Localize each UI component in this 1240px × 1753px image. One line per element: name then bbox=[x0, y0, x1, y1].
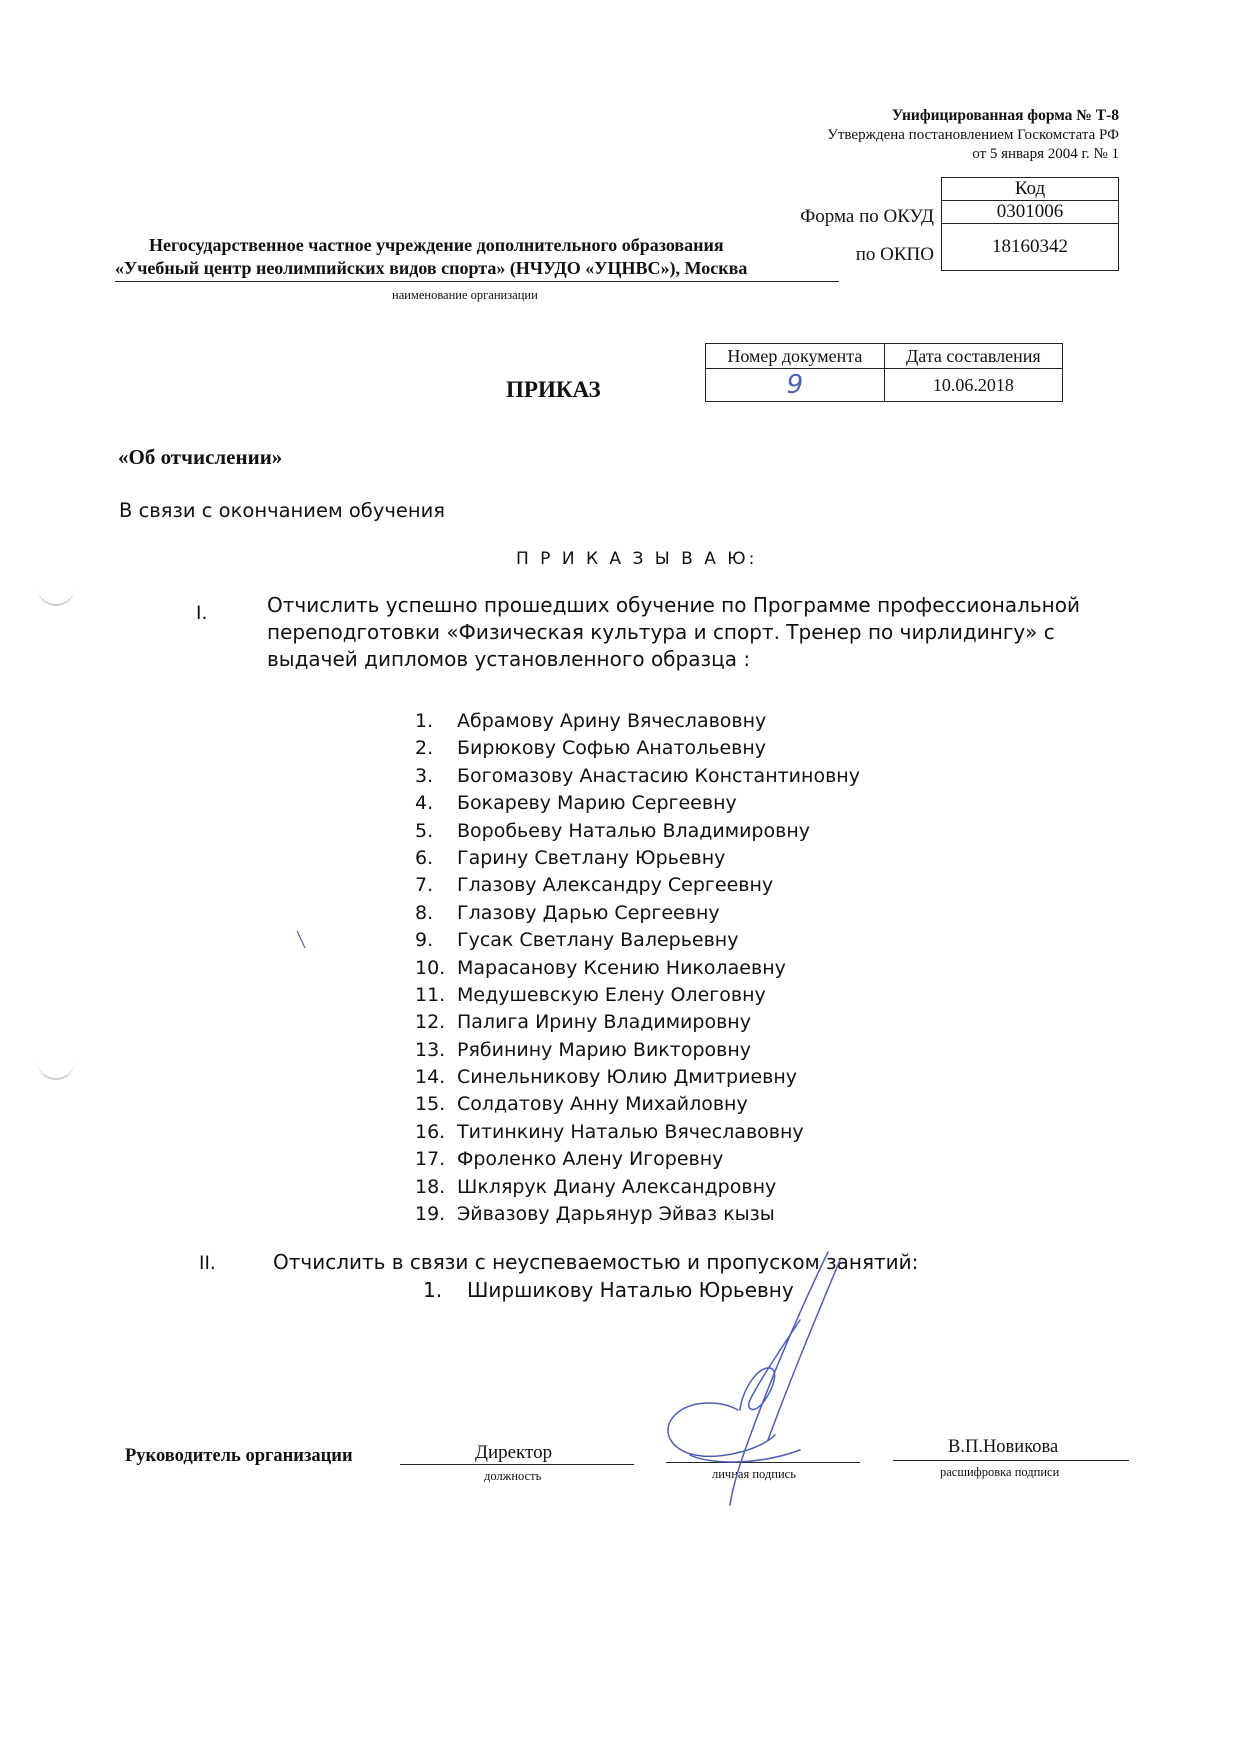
document-number-header: Номер документа bbox=[706, 344, 885, 369]
okpo-label: по ОКПО bbox=[855, 244, 934, 265]
list-item-name: Гусак Светлану Валерьевну bbox=[457, 929, 739, 952]
signer-name: В.П.Новикова bbox=[948, 1437, 1059, 1457]
list-item bbox=[415, 1009, 860, 1036]
punch-hole-mark bbox=[37, 1056, 75, 1080]
list-item-name: Рябинину Марию Викторовну bbox=[457, 1038, 752, 1061]
list-item bbox=[415, 900, 860, 927]
list-item bbox=[415, 1201, 860, 1228]
list-item-number: 15. bbox=[415, 1093, 446, 1116]
list-item-number: 13. bbox=[415, 1038, 446, 1061]
list-item-name: Бокареву Марию Сергеевну bbox=[457, 792, 737, 815]
organization-name-line1: Негосударственное частное учреждение дополнительного образования bbox=[149, 235, 724, 255]
code-header: Код bbox=[942, 178, 1119, 201]
list-item bbox=[415, 845, 860, 872]
list-item-number: 19. bbox=[415, 1203, 446, 1226]
list-item bbox=[415, 735, 860, 762]
form-approval-note: Утверждена постановлением Госкомстата РФ bbox=[827, 127, 1119, 143]
okpo-value: 18160342 bbox=[942, 224, 1119, 271]
document-date-value: 10.06.2018 bbox=[884, 369, 1062, 402]
list-item-number: 5. bbox=[415, 819, 434, 842]
position-caption: должность bbox=[484, 1469, 542, 1483]
form-approval-date: от 5 января 2004 г. № 1 bbox=[972, 146, 1119, 162]
order-decree: П Р И К А З Ы В А Ю: bbox=[516, 549, 758, 569]
list-item-name: Титинкину Наталью Вячеславовну bbox=[457, 1120, 804, 1143]
okud-value: 0301006 bbox=[942, 201, 1119, 224]
list-item-name: Ширшикову Наталью Юрьевну bbox=[467, 1278, 794, 1302]
list-item-number: 3. bbox=[415, 764, 434, 787]
list-item-number: 2. bbox=[415, 737, 434, 760]
signature-caption: личная подпись bbox=[712, 1467, 796, 1481]
list-item-number: 11. bbox=[415, 983, 446, 1006]
section1-text: Отчислить успешно прошедших обучение по Программе профессиональной переподготовки «Физическая культура и спорт. Тренер по чирлидингу» с выдачей дипломов установленного образца : bbox=[267, 593, 1080, 671]
handwritten-signature bbox=[650, 1250, 870, 1510]
document-date-header: Дата составления bbox=[884, 344, 1062, 369]
list-item-name: Абрамову Арину Вячеславовну bbox=[457, 710, 767, 732]
list-item-name: Богомазову Анастасию Константиновну bbox=[457, 764, 860, 787]
list-item-number: 10. bbox=[415, 956, 446, 979]
list-item bbox=[415, 708, 860, 735]
code-table bbox=[941, 177, 1119, 271]
stray-pen-mark bbox=[296, 930, 308, 950]
list-item-number: 8. bbox=[415, 901, 434, 924]
list-item bbox=[415, 927, 860, 954]
head-label: Руководитель организации bbox=[125, 1446, 353, 1466]
list-item-number: 4. bbox=[415, 792, 434, 815]
list-item-name: Солдатову Анну Михайловну bbox=[457, 1093, 748, 1116]
list-item-number: 9. bbox=[415, 929, 434, 952]
list-item bbox=[415, 1174, 860, 1201]
organization-caption: наименование организации bbox=[392, 288, 538, 302]
list-item bbox=[415, 872, 860, 899]
list-item bbox=[415, 1091, 860, 1118]
list-item-name: Глазову Александру Сергеевну bbox=[457, 874, 774, 897]
list-item-name: Шклярук Диану Александровну bbox=[457, 1175, 777, 1198]
position-value: Директор bbox=[475, 1442, 553, 1463]
organization-name-line2: «Учебный центр неолимпийских видов спорта» (НЧУДО «УЦНВС»), Москва bbox=[115, 258, 748, 278]
list-item-number: 6. bbox=[415, 846, 434, 869]
document-number-handwritten: 9 bbox=[786, 370, 804, 400]
list-item-name: Воробьеву Наталью Владимировну bbox=[457, 819, 810, 842]
document-number-cell bbox=[706, 369, 885, 402]
list-item-name: Марасанову Ксению Николаевну bbox=[457, 956, 786, 979]
name-caption: расшифровка подписи bbox=[940, 1465, 1060, 1479]
graduates-list bbox=[415, 708, 860, 1228]
document-table bbox=[705, 343, 1063, 402]
list-item-number: 16. bbox=[415, 1120, 446, 1143]
list-item-name: Медушевскую Елену Олеговну bbox=[457, 983, 766, 1006]
list-item bbox=[415, 790, 860, 817]
form-title: Унифицированная форма № Т-8 bbox=[891, 107, 1119, 124]
list-item bbox=[415, 982, 860, 1009]
list-item-name: Синельникову Юлию Дмитриевну bbox=[457, 1066, 798, 1089]
list-item bbox=[415, 818, 860, 845]
list-item bbox=[415, 1064, 860, 1091]
list-item-number: 14. bbox=[415, 1066, 446, 1089]
list-item-number: 1. bbox=[423, 1278, 443, 1302]
order-reason: В связи с окончанием обучения bbox=[119, 499, 446, 522]
list-item-name: Глазову Дарью Сергеевну bbox=[457, 901, 720, 924]
list-item-name: Бирюкову Софью Анатольевну bbox=[457, 737, 767, 760]
section1-number: I. bbox=[196, 603, 208, 624]
list-item bbox=[415, 1119, 860, 1146]
section2-number: II. bbox=[199, 1253, 216, 1274]
list-item-name: Эйвазову Дарьянур Эйваз кызы bbox=[457, 1203, 775, 1226]
punch-hole-mark bbox=[37, 582, 75, 606]
list-item bbox=[415, 1146, 860, 1173]
list-item-number: 12. bbox=[415, 1011, 446, 1034]
list-item bbox=[415, 1037, 860, 1064]
list-item-number: 17. bbox=[415, 1148, 446, 1171]
order-subject: «Об отчислении» bbox=[118, 445, 283, 469]
list-item-number: 1. bbox=[415, 710, 434, 732]
list-item-name: Гарину Светлану Юрьевну bbox=[457, 846, 726, 869]
position-line bbox=[400, 1464, 634, 1465]
organization-underline bbox=[115, 281, 839, 282]
order-title: ПРИКАЗ bbox=[506, 377, 601, 402]
list-item-number: 7. bbox=[415, 874, 434, 897]
list-item bbox=[415, 763, 860, 790]
list-item bbox=[415, 955, 860, 982]
section2-text: Отчислить в связи с неуспеваемостью и пропуском занятий: bbox=[273, 1250, 919, 1274]
list-item-name: Фроленко Алену Игоревну bbox=[457, 1148, 724, 1171]
list-item-name: Палига Ирину Владимировну bbox=[457, 1011, 751, 1034]
name-line bbox=[893, 1460, 1129, 1461]
list-item-number: 18. bbox=[415, 1175, 446, 1198]
okud-label: Форма по ОКУД bbox=[800, 206, 934, 227]
